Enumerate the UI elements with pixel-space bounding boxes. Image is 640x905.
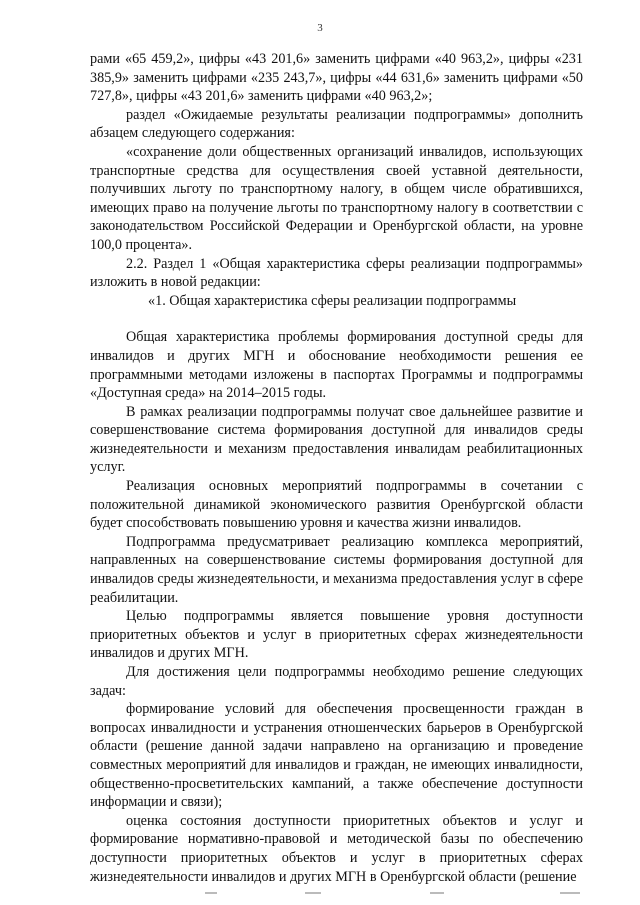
paragraph-quoted-addition: «сохранение доли общественных организаций инвалидов, использующих транспортные средства для осуществления своей уставной деятельности, получивших льготу по транспортному налогу, в общем числе обратившихся, имеющих право на получение льготы по транспортному налогу в соответствии с законодательством Российской Федерации и Оренбургской области, на уровне 100,0 процента».	[90, 143, 583, 253]
paragraph-implementation: Реализация основных мероприятий подпрограммы в сочетании с положительной динамикой экономического развития Оренбургской области будет способствовать повышению уровня и качества жизни инвалидов.	[90, 478, 583, 532]
paragraph-section-addition: раздел «Ожидаемые результаты реализации подпрограммы» дополнить абзацем следующего содержания:	[90, 106, 583, 142]
scan-mark	[305, 892, 321, 894]
scan-edge-marks	[0, 892, 640, 896]
page-number: 3	[317, 22, 323, 34]
paragraph-continuation: рами «65 459,2», цифры «43 201,6» заменить цифрами «40 963,2», цифры «231 385,9» заменить цифрами «235 243,7», цифры «44 631,6» заменить цифрами «50 727,8», цифры «43 201,6» заменить цифрами «40 963,2»;	[90, 51, 583, 105]
paragraph-tasks-intro: Для достижения цели подпрограммы необходимо решение следующих задач:	[90, 664, 583, 699]
paragraph-task-2: оценка состояния доступности приоритетных объектов и услуг и формирование нормативно-правовой и методической базы по обеспечению доступности приоритетных объектов и услуг в приоритетных сферах жизнедеятельности инвалидов и других МГН в Оренбургской области (решение	[90, 812, 583, 885]
scan-mark	[430, 892, 444, 894]
paragraph-measures: Подпрограмма предусматривает реализацию комплекса мероприятий, направленных на совершенствование системы формирования доступной для инвалидов среды жизнедеятельности, и механизма предоставления услуг в сфере реабилитации.	[90, 533, 584, 606]
scan-mark	[205, 892, 217, 894]
paragraph-general-characteristics: Общая характеристика проблемы формирования доступной среды для инвалидов и других МГН и обоснование необходимости решения ее программными методами изложены в паспортах Программы и подпрограммы «Доступная среда» на 2014–2015 годы.	[90, 329, 583, 402]
document-body	[90, 50, 583, 886]
paragraph-goal: Целью подпрограммы является повышение уровня доступности приоритетных объектов и услуг в приоритетных сферах жизнедеятельности инвалидов и других МГН.	[90, 608, 583, 662]
section-heading: «1. Общая характеристика сферы реализации подпрограммы	[148, 292, 517, 309]
paragraph-task-1: формирование условий для обеспечения просвещенности граждан в вопросах инвалидности и устранения отношенческих барьеров в Оренбургской области (решение данной задачи направлено на организацию и проведение совместных мероприятий для инвалидов и граждан, не имеющих инвалидности, общественно-просветительских кампаний, а также обеспечение доступности информации и связи);	[90, 701, 583, 811]
paragraph-development: В рамках реализации подпрограммы получат свое дальнейшее развитие и совершенствование система формирования доступной для инвалидов среды жизнедеятельности и механизм предоставления инвалидам реабилитационных услуг.	[90, 403, 583, 476]
paragraph-amendment-2-2: 2.2. Раздел 1 «Общая характеристика сферы реализации подпрограммы» изложить в новой редакции:	[90, 255, 583, 291]
scan-mark	[560, 892, 580, 894]
spacer	[90, 310, 583, 328]
